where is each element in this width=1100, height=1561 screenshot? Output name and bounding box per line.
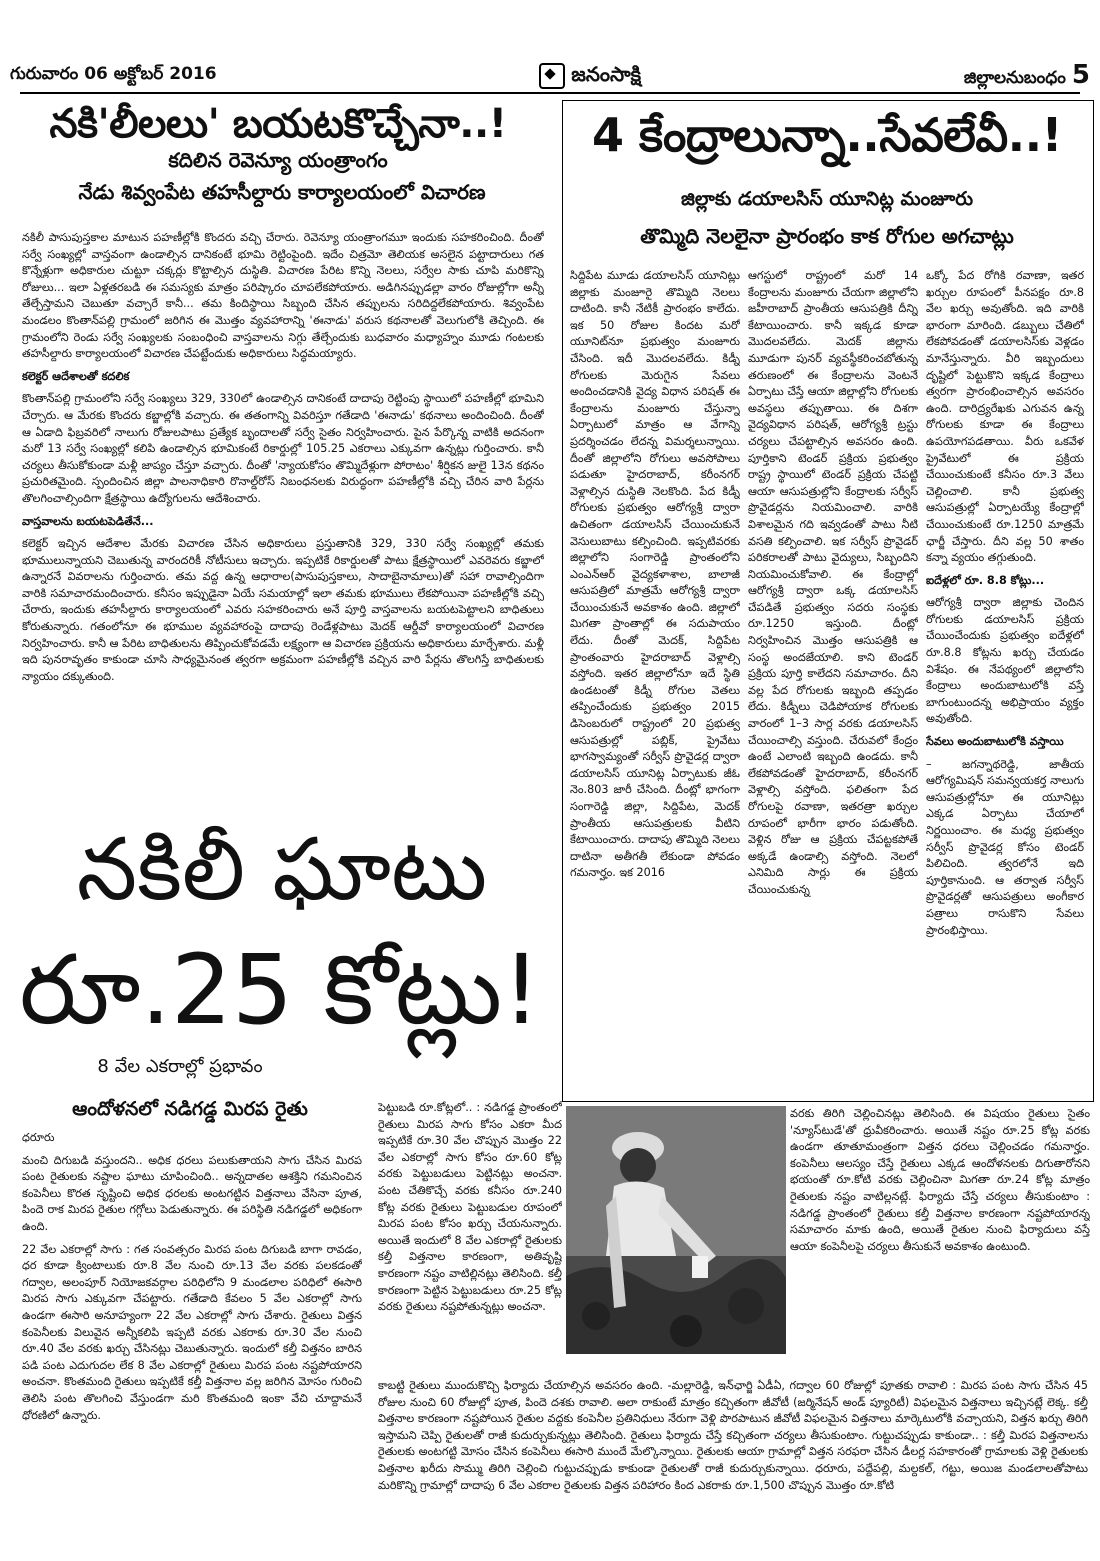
farmer-photo-illustration (566, 1106, 786, 1354)
story3-para: పెట్టుబడి రూ.కోట్లలో.. : నడిగడ్డ ప్రాంతంలో రైతులు మిరప సాగు కోసం ఎకరా మీద ఇప్పటికే రూ.30 వేల చొప్పున మొత్తం 22 వేల ఎకరాల్లో సాగు కోసం రూ.60 కోట్ల వరకు పెట్టుబడులు పెట్టినట్లు అంచనా. పంట చేతికొచ్చే వరకు కనీసం రూ.240 కోట్ల వరకు రైతులు పెట్టుబడుల రూపంలో మిరప పంట కోసం ఖర్చు చేయనున్నారు. అయితే ఇందులో 8 వేల ఎకరాల్లో రైతులకు కల్తీ విత్తనాల కారణంగా, అతివృష్టి కారణంగా నష్టం వాటిల్లినట్లు తెలిసింది. కల్తీ కారణంగా పెట్టిన పెట్టుబడులు రూ.25 కోట్ల వరకు రైతులు నష్టపోతున్నట్లు అంచనా. (378, 1101, 562, 1314)
story2-crosshead: సేవలు అందుబాటులోకి వస్తాయి (926, 735, 1064, 749)
header-rule (20, 92, 1080, 94)
story3-body-bottom (378, 1378, 1088, 1553)
story3-headline-line2: రూ.25 కోట్లు! (19, 934, 541, 1046)
story3-body-left (22, 1130, 362, 1550)
story2-subhead2: తొమ్మిది నెలలైనా ప్రారంభం కాక రోగుల అగచాట్లు (640, 224, 1014, 248)
story1-crosshead: కలెక్టర్ ఆదేశాలతో కదలిక (22, 369, 130, 383)
story1-subhead2: నేడు శివ్వంపేట తహసీల్దారు కార్యాలయంలో విచారణ (78, 180, 486, 204)
story3-para: మంచి దిగుబడి వస్తుందని.. అధిక ధరలు పలుకుతాయని సాగు చేసిన మిరప పంట రైతులకు నష్టాల ఘాటు చూపించింది.. అన్నదాతల ఆశక్తిని గమనించిన కంపెనీలు కొరత సృష్టించి అధిక ధరలకు అంటగట్టిన విత్తనాలు వేసినా పూత, పిందె రాక మిరప రైతుల గగ్గోలు పెడుతున్నారు. ఈ పరిస్థితి నడిగడ్డలో అధికంగా ఉంది. (22, 1153, 362, 1233)
story2-column-2 (748, 268, 918, 1098)
story2-column-1 (570, 268, 740, 1098)
story3-para: 22 వేల ఎకరాల్లో సాగు : గత సంవత్సరం మిరప పంట దిగుబడి బాగా రావడం, ధర కూడా క్వింటాలుకు రూ.8 వేల నుంచి రూ.13 వేల వరకు పలకడంతో గద్వాల, అలంపూర్ నియోజకవర్గాల పరిధిలోని 9 మండలాల పరిధిలో ఈసారి మిరప సాగు ఎక్కువగా చేపట్టారు. గతేడాది కేవలం 5 వేల ఎకరాల్లో సాగు ఉండగా ఈసారి అనూహ్యంగా 22 వేల ఎకరాల్లో సాగు చేశారు. రైతులు విత్తన కంపెనీలకు విలువైన అన్నీకలిపి ఇప్పటి వరకు ఎకరాకు రూ.30 వేల నుంచి రూ.40 వేల వరకు ఖర్చు చేసినట్లు చెబుతున్నారు. ఇందులో కల్తీ విత్తనం బారిన పడి పంట ఎదుగుదల లేక 8 వేల ఎకరాల్లో రైతులు మిరప పంట నష్టపోయారని అంచనా. కొంతమంది రైతులు ఇప్పటికే కల్తీ విత్తనాల వల్ల జరిగిన మోసం గురించి తెలిసి పంట తొలగించి వేస్తుండగా మరి కొంతమంది ఇంకా వేచి చూద్దామనే ధోరణిలో ఉన్నారు. (22, 1242, 362, 1422)
story1-para: కొంతాన్‌పల్లి గ్రామంలోని సర్వే సంఖ్యలు 329, 330లో ఉండాల్సిన దానికంటే దాదాపు రెట్టింపు స్థాయిలో పహణీల్లో భూమిని చేర్చారు. ఆ మేరకు కొందరు కబ్జాల్లోకి వచ్చారు. ఈ తతంగాన్ని వివరిస్తూ గతేడాది 'ఈనాడు' కథనాలు అందించింది. దీంతో ఆ ఏడాది ఫిబ్రవరిలో నాలుగు రోజులపాటు ప్రత్యేక బృందాలతో సర్వే సైతం నిర్వహించారు. పైన పేర్కొన్న వాటికి అదనంగా మరో 13 సర్వే సంఖ్యల్లో కలిపి ఉండాల్సిన భూమికంటే రికార్డుల్లో 105.25 ఎకరాలు ఎక్కువగా ఉన్నట్లు గుర్తించారు. కానీ చర్యలు తీసుకోకుండా మళ్లీ జాప్యం చేస్తూ వచ్చారు. దీంతో 'న్యాయకోసం తొమ్మిదేళ్లుగా పోరాటం' శీర్షికన జులై 13న కథనం ప్రచురితమైంది. స్పందించిన జిల్లా పాలనాధికారి రొనాల్డ్‌రోస్ నిబంధనలకు విరుద్ధంగా పహణీల్లోకి వచ్చి చేరిన వారి పేర్లను తొలగించాల్సిందిగా క్షేత్రస్థాయి ఉద్యోగులను ఆదేశించారు. (22, 392, 544, 505)
story2-para: ఆగస్టులో రాష్ట్రంలో మరో 14 కేంద్రాలను మంజూరు చేయగా జిల్లాలోని జహీరాబాద్ ప్రాంతీయ ఆసుపత్రికి దీన్ని కేటాయించారు. కానీ ఇక్కడ కూడా మొదలవలేదు. మెదక్ జిల్లాను మూడుగా పునర్ వ్యవస్థీకరించబోతున్న తరుణంలో ఈ కేంద్రాలను వెంటనే ఏర్పాటు చేస్తే ఆయా జిల్లాల్లోని రోగులకు అవస్థలు తప్పుతాయి. ఈ దిశగా వైద్యవిధాన పరిషత్, ఆరోగ్యశ్రీ ట్రస్టు చర్యలు చేపట్టాల్సిన అవసరం ఉంది. పూర్తికాని టెండర్ ప్రక్రియ ప్రభుత్వం రాష్ట్ర స్థాయిలో టెండర్ ప్రక్రియ చేపట్టి ఆయా ఆసుపత్రుల్లోని కేంద్రాలకు సర్వీస్ ప్రొవైడర్లను నియమించాలి. వారికి విశాలమైన గది ఇవ్వడంతో పాటు నీటి వసతి కల్పించాలి. ఇక సర్వీస్ ప్రొవైడర్ పరికరాలతో పాటు వైద్యులు, సిబ్బందిని నియమించుకోవాలి. ఈ కేంద్రాల్లో ఆరోగ్యశ్రీ ద్వారా ఒక్క డయాలసిస్ చేపడితే ప్రభుత్వం సదరు సంస్థకు రూ.1250 ఇస్తుంది. దీంట్లో నిర్వహించిన మొత్తం ఆసుపత్రికి ఆ సంస్థ అందజేయాలి. కాని టెండర్ ప్రక్రియ పూర్తి కాలేదని సమాచారం. దీని వల్ల పేద రోగులకు ఇబ్బంది తప్పడం లేదు. కిడ్నీలు చెడిపోయాక రోగులకు వారంలో 1–3 సార్ల వరకు డయాలసిస్ చేయించాల్సి వస్తుంది. చేరువలో కేంద్రం ఉంటే ఎలాంటి ఇబ్బంది ఉండదు. కానీ లేకపోవడంతో హైదరాబాద్, కరీంనగర్ వెళ్లాల్సి వస్తోంది. ఫలితంగా పేద రోగులపై రవాణా, ఇతరత్రా ఖర్చుల రూపంలో భారీగా భారం పడుతోంది. వెళ్లిన రోజు ఆ ప్రక్రియ చేపట్టకపోతే అక్కడే ఉండాల్సి వస్తోంది. నెలలో ఎనిమిది సార్లు ఈ ప్రక్రియ చేయించుకున్న (748, 269, 918, 896)
page-number: 5 (1071, 60, 1090, 90)
story2-column-3 (926, 268, 1084, 1098)
story1-body (22, 230, 544, 820)
story2-headline: 4 కేంద్రాలున్నా..సేవలేవీ..! (591, 108, 1063, 162)
story1-headline: నకి'లీలలు' బయటకొచ్చేనా..! (49, 101, 507, 147)
story1-crosshead: వాస్తవాలను బయటపెడితేనే... (22, 514, 154, 528)
story2-para: – జగన్నాథరెడ్డి, జాతీయ ఆరోగ్యమిషన్ సమన్వయకర్త నాలుగు ఆసుపత్రుల్లోనూ ఈ యూనిట్లు ఎక్కడ ఏర్పాటు చేయాలో నిర్ణయించాం. ఈ మధ్య ప్రభుత్వం సర్వీస్ ప్రొవైడర్ల కోసం టెండర్ పిలిచింది. త్వరలోనే ఇది పూర్తికానుంది. ఆ తర్వాత సర్వీస్ ప్రొవైడర్లతో ఆసుపత్రులు అంగీకార పత్రాలు రాసుకొని సేవలు ప్రారంభిస్తాయి. (926, 757, 1084, 937)
logo-icon (539, 63, 565, 89)
newspaper-logo (539, 62, 641, 91)
story1-para: కలెక్టర్ ఇచ్చిన ఆదేశాల మేరకు విచారణ చేసిన అధికారులు ప్రస్తుతానికి 329, 330 సర్వే సంఖ్యల్లో తమకు భూములున్నాయని చెబుతున్న వారందరికీ నోటీసులు ఇచ్చారు. ఇప్పటికే రికార్డులతో పాటు క్షేత్రస్థాయిలో ఎవరెవరు కబ్జాలో ఉన్నారనే వివరాలను గుర్తించారు. తమ వద్ద ఉన్న ఆధారాల(పాసుపుస్తకాలు, సాదాబైనామాలు)తో సహా రావాల్సిందిగా వారికి సమాచారమందించారు. కనీసం ఇప్పుడైనా ఏయే సమయాల్లో ఇలా తమకు భూములు లేకపోయినా పహణీల్లోకి వచ్చి చేరారు, ఇందుకు తహసీల్దారు కార్యాలయంలో ఎవరు సహకరించారు అనే పూర్తి వాస్తవాలను బయటపెట్టాలని బాధితులు కోరుతున్నారు. గతంలోనూ ఈ భూముల వ్యవహారంపై దాదాపు రెండేళ్లపాటు మెదక్ ఆర్డీవో కార్యాలయంలో విచారణ నిర్వహించారు. కానీ ఆ పేరిట బాధితులను తిప్పించుకోవడమే లక్ష్యంగా ఆ విచారణ ప్రక్రియను అధికారులు మార్చేశారు. మళ్లీ ఇది పునరావృతం కాకుండా చూసి సాధ్యమైనంత త్వరగా అక్రమంగా పహణీల్లోకి వచ్చిన వారి పేర్లను తొలగిస్తే బాధితులకు న్యాయం దక్కుతుంది. (22, 537, 544, 683)
logo-text: జనంసాక్షి (571, 61, 642, 86)
masthead (10, 58, 1090, 94)
story3-body-middle (378, 1100, 562, 1350)
story3-body-right (790, 1106, 1090, 1366)
story3-subhead2: ఆందోళనలో నడిగడ్డ మిరప రైతు (72, 1098, 308, 1120)
story3-headline-line1: నకిలీ ఘాటు (76, 820, 488, 920)
story2-para: ఆరోగ్యశ్రీ ద్వారా జిల్లాకు చెందిన రోగులకు డయాలసిస్ ప్రక్రియ చేయించేందుకు ప్రభుత్వం ఐదేళ్లలో రూ.8.8 కోట్లను ఖర్చు చేయడం విశేషం. ఈ నేపథ్యంలో జిల్లాలోని కేంద్రాలు అందుబాటులోకి వస్తే బాగుంటుందన్న అభిప్రాయం వ్యక్తం అవుతోంది. (926, 596, 1084, 726)
story3-para: కాబట్టి రైతులు ముందుకొచ్చి ఫిర్యాదు చేయాల్సిన అవసరం ఉంది. -మల్లారెడ్డి, ఇన్‌ఛార్జి ఏడీఏ, గద్వాల 60 రోజుల్లో పూతకు రావాలి : మిరప పంట సాగు చేసిన 45 రోజుల నుంచి 60 రోజుల్లో పూత, పిందె దశకు రావాలి. అలా రాకుంటే మాత్రం కచ్చితంగా జీవోటీ (జర్మినేషన్ అండ్ ప్యూరిటీ) విఫలమైన విత్తనాలు ఇచ్చినట్లే లెక్క. కల్తీ విత్తనాల కారణంగా నష్టపోయిన రైతుల వద్దకు కంపెనీల ప్రతినిధులు నేరుగా వెళ్లి పొరపాటున జీవోటీ విఫలమైన విత్తనాలు మార్కెటులోకి వచ్చాయని, విత్తన ఖర్చు తిరిగి ఇస్తామని చెప్పి రైతులతో రాజీ కుదుర్చుకున్నట్లు తెలిసింది. రైతులు ఫిర్యాదు చేస్తే కచ్చితంగా చర్యలు తీసుకుంటాం. గుట్టుచప్పుడు కాకుండా.. : కల్తీ మిరప విత్తనాలను రైతులకు అంటగట్టి మోసం చేసిన కంపెనీలు ఈసారి ముందే మేల్కొన్నాయి. రైతులకు ఆయా గ్రామాల్లో విత్తన సరఫరా చేసిన డీలర్ల సహకారంతో గ్రామాలకు వెళ్లి రైతులకు విత్తనాల ఖరీదు సొమ్ము తిరిగి చెల్లించి గుట్టుచప్పుడు కాకుండా రైతులతో రాజీ కుదుర్చుకున్నాయి. ధరూరు, పద్దేపల్లి, మల్దకల్, గట్టు, అయిజ మండలాలతోపాటు మరికొన్ని గ్రామాల్లో దాదాపు 6 వేల ఎకరాల రైతులకు విత్తన పరిహారం కింద ఎకరాకు రూ.1,500 చొప్పున మొత్తం రూ.కోటి (378, 1379, 1088, 1492)
story2-subhead: జిల్లాకు డయాలసిస్ యూనిట్ల మంజూరు (680, 188, 974, 210)
section-name: జిల్లాలనుబంధం (963, 68, 1066, 88)
issue-date: గురువారం 06 అక్టోబర్ 2016 (10, 64, 217, 84)
section-label (964, 60, 1090, 92)
story3-dateline: ధరూరు (22, 1131, 55, 1144)
farmer-photo (566, 1106, 786, 1354)
story1-para: నకిలీ పాసుపుస్తకాల మాటున పహణీల్లోకి కొందరు వచ్చి చేరారు. రెవెన్యూ యంత్రాంగమూ ఇందుకు సహకరించింది. దీంతో సర్వే సంఖ్యల్లో వాస్తవంగా ఉండాల్సిన దానికంటే భూమి రెట్టింపైంది. ఇదేం చిత్రమో తెలియక అసలైన పట్టాదారులు గత కొన్నేళ్లుగా అధికారుల చుట్టూ చక్కర్లు కొట్టాల్సిన దుస్థితి. విచారణ పేరిట కొన్ని నెలలు, సర్వేల సాకు చూపి మరికొన్ని రోజులు... ఇలా ఏళ్లతరబడి ఈ సమస్యకు మాత్రం పరిష్కారం చూపలేకపోయారు. అడిగినప్పుడల్లా వారం రోజుల్లోగా అన్నీ తేల్చేస్తామని చెబుతూ వచ్చారే కానీ... తమ కిందిస్థాయి సిబ్బంది చేసిన తప్పులను సరిదిద్దలేకపోయారు. శివ్వంపేట మండలం కొంతాన్‌పల్లి గ్రామంలో జరిగిన ఈ మొత్తం వ్యవహారాన్ని 'ఈనాడు' వరుస కథనాలతో వెలుగులోకి తెచ్చింది. ఈ గ్రామంలోని రెండు సర్వే సంఖ్యలకు సంబంధించి వాస్తవాలను నిగ్గు తేల్చేందుకు బుధవారం మధ్యాహ్నం మూడు గంటలకు తహసీల్దారు కార్యాలయంలో విచారణ చేపట్టేందుకు అధికారులు సిద్ధమయ్యారు. (22, 231, 544, 361)
story3-para: వరకు తిరిగి చెల్లించినట్లు తెలిసింది. ఈ విషయం రైతులు సైతం 'న్యూస్‌టుడే'తో ధ్రువీకరించారు. అయితే నష్టం రూ.25 కోట్ల వరకు ఉండగా తూతూమంత్రంగా విత్తన ధరలు చెల్లించడం గమనార్హం. కంపెనీలు ఆలస్యం చేస్తే రైతులు ఎక్కడ ఆందోళనలకు దిగుతారోనని భయంతో రూ.కోటి వరకు చెల్లించినా మిగతా రూ.24 కోట్ల మాత్రం రైతులకు నష్టం వాటిల్లనట్లే. ఫిర్యాదు చేస్తే చర్యలు తీసుకుంటాం : నడిగడ్డ ప్రాంతంలో రైతులు కల్తీ విత్తనాల కారణంగా నష్టపోయారన్న సమాచారం మాకు ఉంది, అయితే రైతుల నుంచి ఫిర్యాదులు వస్తే ఆయా కంపెనీలపై చర్యలు తీసుకునే అవకాశం ఉంటుంది. (790, 1107, 1090, 1253)
story2-para: ఒక్కో పేద రోగికి రవాణా, ఇతర ఖర్చుల రూపంలో పీనపక్షం రూ.8 వేల ఖర్చు అవుతోంది. ఇది వారికి భారంగా మారింది. డబ్బులు చేతిలో లేకపోవడంతో డయాలసిస్‌కు వెళ్లడం మానేస్తున్నారు. వీరి ఇబ్బందులు దృష్టిలో పెట్టుకొని ఇక్కడ కేంద్రాలు త్వరగా ప్రారంభించాల్సిన అవసరం ఉంది. దారిద్ర్యరేఖకు ఎగువన ఉన్న రోగులకు కూడా ఈ కేంద్రాలు ఉపయోగపడతాయి. వీరు ఒకవేళ ప్రైవేటులో ఈ ప్రక్రియ చేయించుకుంటే కనీసం రూ.3 వేలు చెల్లించాలి. కానీ ప్రభుత్వ ఆసుపత్రుల్లో ఏర్పాటయ్యే కేంద్రాల్లో చేయించుకుంటే రూ.1250 మాత్రమే ఛార్జీ చేస్తారు. దీని వల్ల 50 శాతం కన్నా వ్యయం తగ్గుతుంది. (926, 269, 1084, 565)
story3-subhead: 8 వేల ఎకరాల్లో ప్రభావం (97, 1056, 263, 1077)
story1-subhead: కదిలిన రెవెన్యూ యంత్రాంగం (168, 148, 388, 172)
story2-para: సిద్దిపేట మూడు డయాలసిస్ యూనిట్లు జిల్లాకు మంజూరై తొమ్మిది నెలలు దాటింది. కానీ నేటికీ ప్రారంభం కాలేదు. ఇక 50 రోజుల కిందట మరో యూనిట్‌నూ ప్రభుత్వం మంజూరు చేసింది. ఇదీ మొదలవలేదు. కిడ్నీ రోగులకు మెరుగైన సేవలు అందించడానికి వైద్య విధాన పరిషత్ ఈ కేంద్రాలను మంజూరు చేస్తున్నా ఏర్పాటులో మాత్రం ఆ వేగాన్ని ప్రదర్శించడం లేదన్న విమర్శలున్నాయి. దీంతో జిల్లాలోని రోగులు అవసోపాలు పడుతూ హైదరాబాద్, కరీంనగర్ వెళ్లాల్సిన దుస్థితి నెలకొంది. పేద కిడ్నీ రోగులకు ప్రభుత్వం ఆరోగ్యశ్రీ ద్వారా ఉచితంగా డయాలసిస్ చేయించుకునే వెసులుబాటు కల్పించింది. ఇప్పటివరకు జిల్లాలోని సంగారెడ్డి ప్రాంతంలోని ఎంఎన్ఆర్ వైద్యకళాశాల, బాలాజీ ఆసుపత్రిలో మాత్రమే ఆరోగ్యశ్రీ ద్వారా చేయించుకునే అవకాశం ఉంది. జిల్లాలో మిగతా ప్రాంతాల్లో ఈ సదుపాయం లేదు. దీంతో మెదక్, సిద్దిపేట ప్రాంతంవారు హైదరాబాద్ వెళ్లాల్సి వస్తోంది. ఇతర జిల్లాలోనూ ఇదే స్థితి ఉండటంతో కిడ్నీ రోగుల వెతలు తప్పించేందుకు ప్రభుత్వం 2015 డిసెంబరులో రాష్ట్రంలో 20 ప్రభుత్వ ఆసుపత్రుల్లో పబ్లిక్, ప్రైవేటు భాగస్వామ్యంతో సర్వీస్ ప్రొవైడర్ల ద్వారా డయాలసిస్ యూనిట్ల ఏర్పాటుకు జీఓ నెం.803 జారీ చేసింది. దీంట్లో భాగంగా సంగారెడ్డి జిల్లా, సిద్దిపేట, మెదక్ ప్రాంతీయ ఆసుపత్రులకు వీటిని కేటాయించారు. దాదాపు తొమ్మిది నెలలు దాటినా అతీగతీ లేకుండా పోవడం గమనార్హం. ఇక 2016 (570, 269, 740, 880)
story2-crosshead: ఐదేళ్లలో రూ. 8.8 కోట్లు... (926, 573, 1045, 587)
